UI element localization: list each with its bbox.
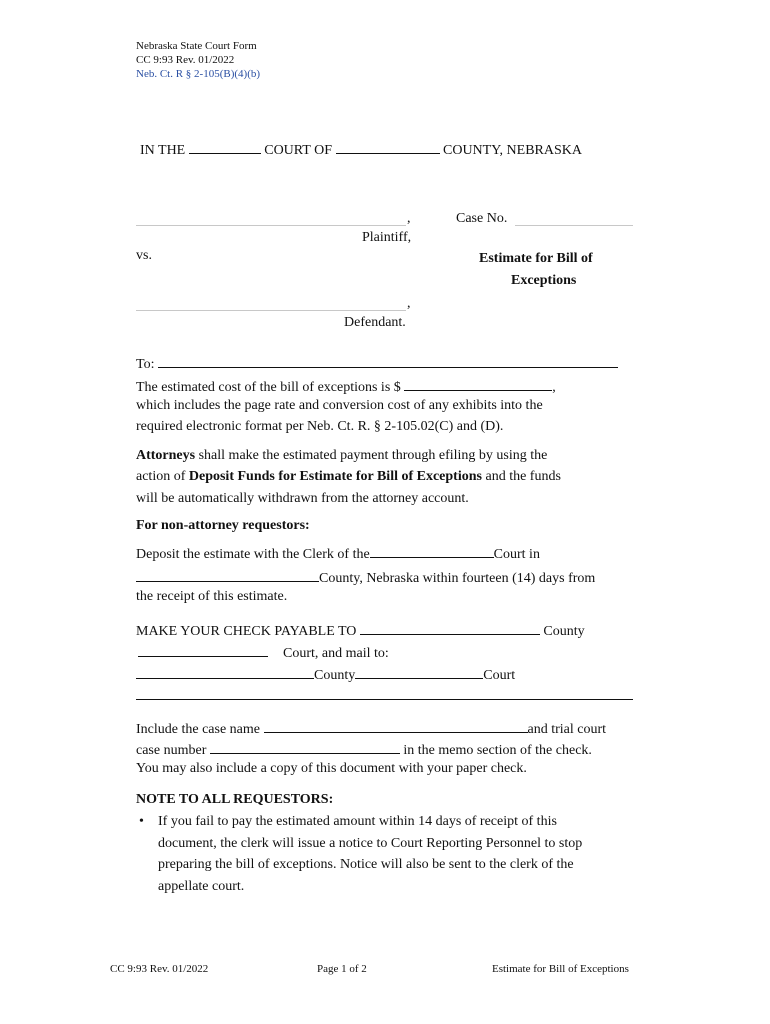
clerk-court-blank[interactable] xyxy=(370,543,494,558)
attorneys-bold: Attorneys xyxy=(136,448,196,463)
case-no-blank[interactable] xyxy=(515,212,633,226)
memo-section-label: in the memo section of the check. xyxy=(403,743,592,758)
memo-trial-court-label: and trial court xyxy=(527,722,607,737)
estimate-line3: required electronic format per Neb. Ct. R. § 2-105.02(C) and (D). xyxy=(136,419,504,434)
caption-in-the: IN THE xyxy=(140,143,186,158)
non-attorney-line2 xyxy=(136,567,595,587)
make-check-payable-label: MAKE YOUR CHECK PAYABLE TO xyxy=(136,624,357,639)
rule-reference: Neb. Ct. R § 2-105(B)(4)(b) xyxy=(136,68,261,80)
memo-case-number-label: case number xyxy=(136,743,207,758)
non-attorney-line1-text: Deposit the estimate with the Clerk of the xyxy=(136,547,370,562)
mail-county-label: County xyxy=(314,668,356,683)
payable-court-blank[interactable] xyxy=(138,642,268,657)
court-name-blank[interactable] xyxy=(189,139,261,154)
check-line2 xyxy=(138,642,389,662)
mail-court-label: Court xyxy=(483,668,516,683)
non-attorney-heading: For non-attorney requestors: xyxy=(136,518,310,533)
footer-page-number: Page 1 of 2 xyxy=(317,963,367,975)
form-title-line2: Exceptions xyxy=(511,273,577,288)
memo-line3: You may also include a copy of this document with your paper check. xyxy=(136,761,527,776)
mail-county-blank[interactable] xyxy=(136,664,314,679)
caption-county-nebraska: COUNTY, NEBRASKA xyxy=(443,143,582,158)
note-line1: If you fail to pay the estimated amount within 14 days of receipt of this xyxy=(158,814,557,829)
check-county-label: County xyxy=(543,624,585,639)
plaintiff-label: Plaintiff, xyxy=(362,230,412,245)
defendant-name-blank[interactable] xyxy=(136,297,406,311)
non-attorney-line3: the receipt of this estimate. xyxy=(136,589,288,604)
defendant-label: Defendant. xyxy=(344,315,406,330)
county-name-blank[interactable] xyxy=(336,139,440,154)
footer-form-id: CC 9:93 Rev. 01/2022 xyxy=(110,963,209,975)
attorneys-line1 xyxy=(136,448,547,464)
note-heading: NOTE TO ALL REQUESTORS: xyxy=(136,792,334,807)
estimate-line1 xyxy=(136,376,556,396)
to-line xyxy=(136,353,618,373)
plaintiff-comma: , xyxy=(407,211,411,226)
mail-court-blank[interactable] xyxy=(355,664,483,679)
memo-case-name-label: Include the case name xyxy=(136,722,260,737)
case-name-blank[interactable] xyxy=(264,718,528,733)
mailing-address-blank[interactable] xyxy=(136,699,633,700)
memo-line1 xyxy=(136,718,606,738)
plaintiff-name-blank[interactable] xyxy=(136,212,406,226)
note-line2: document, the clerk will issue a notice to Court Reporting Personnel to stop xyxy=(158,836,583,851)
attorneys-line2 xyxy=(136,469,561,485)
court-caption xyxy=(140,139,582,159)
non-attorney-line1 xyxy=(136,543,540,563)
non-attorney-line2-text: County, Nebraska within fourteen (14) days from xyxy=(319,571,596,586)
versus-label: vs. xyxy=(136,248,152,263)
form-name: Nebraska State Court Form xyxy=(136,40,257,52)
estimate-line1-text: The estimated cost of the bill of exceptions is $ xyxy=(136,380,401,395)
court-and-mail-label: Court, and mail to: xyxy=(283,646,389,661)
attorneys-line3: will be automatically withdrawn from the attorney account. xyxy=(136,491,469,506)
non-attorney-court-in: Court in xyxy=(493,547,540,562)
case-no-label: Case No. xyxy=(456,211,508,226)
attorneys-text2a: action of xyxy=(136,469,189,484)
estimate-line1-comma: , xyxy=(552,380,556,395)
form-revision: CC 9:93 Rev. 01/2022 xyxy=(136,54,235,66)
to-label: To: xyxy=(136,357,155,372)
check-line1 xyxy=(136,620,585,640)
attorneys-text1: shall make the estimated payment through efiling by using the xyxy=(195,448,548,463)
estimate-amount-blank[interactable] xyxy=(404,376,552,391)
payable-county-blank[interactable] xyxy=(360,620,540,635)
form-title-line1: Estimate for Bill of xyxy=(479,251,593,266)
estimate-line2: which includes the page rate and conversion cost of any exhibits into the xyxy=(136,398,543,413)
deposit-county-blank[interactable] xyxy=(136,567,319,582)
deposit-funds-action: Deposit Funds for Estimate for Bill of Exceptions xyxy=(188,469,482,484)
check-line3 xyxy=(136,664,515,684)
defendant-comma: , xyxy=(407,296,411,311)
note-bullet: • xyxy=(139,814,144,829)
note-line4: appellate court. xyxy=(158,879,245,894)
footer-form-title: Estimate for Bill of Exceptions xyxy=(492,963,629,975)
note-line3: preparing the bill of exceptions. Notice will also be sent to the clerk of the xyxy=(158,857,574,872)
caption-court-of: COURT OF xyxy=(264,143,332,158)
case-number-blank[interactable] xyxy=(210,739,400,754)
to-recipient-blank[interactable] xyxy=(158,353,618,368)
memo-line2 xyxy=(136,739,592,759)
attorneys-text2b: and the funds xyxy=(481,469,561,484)
